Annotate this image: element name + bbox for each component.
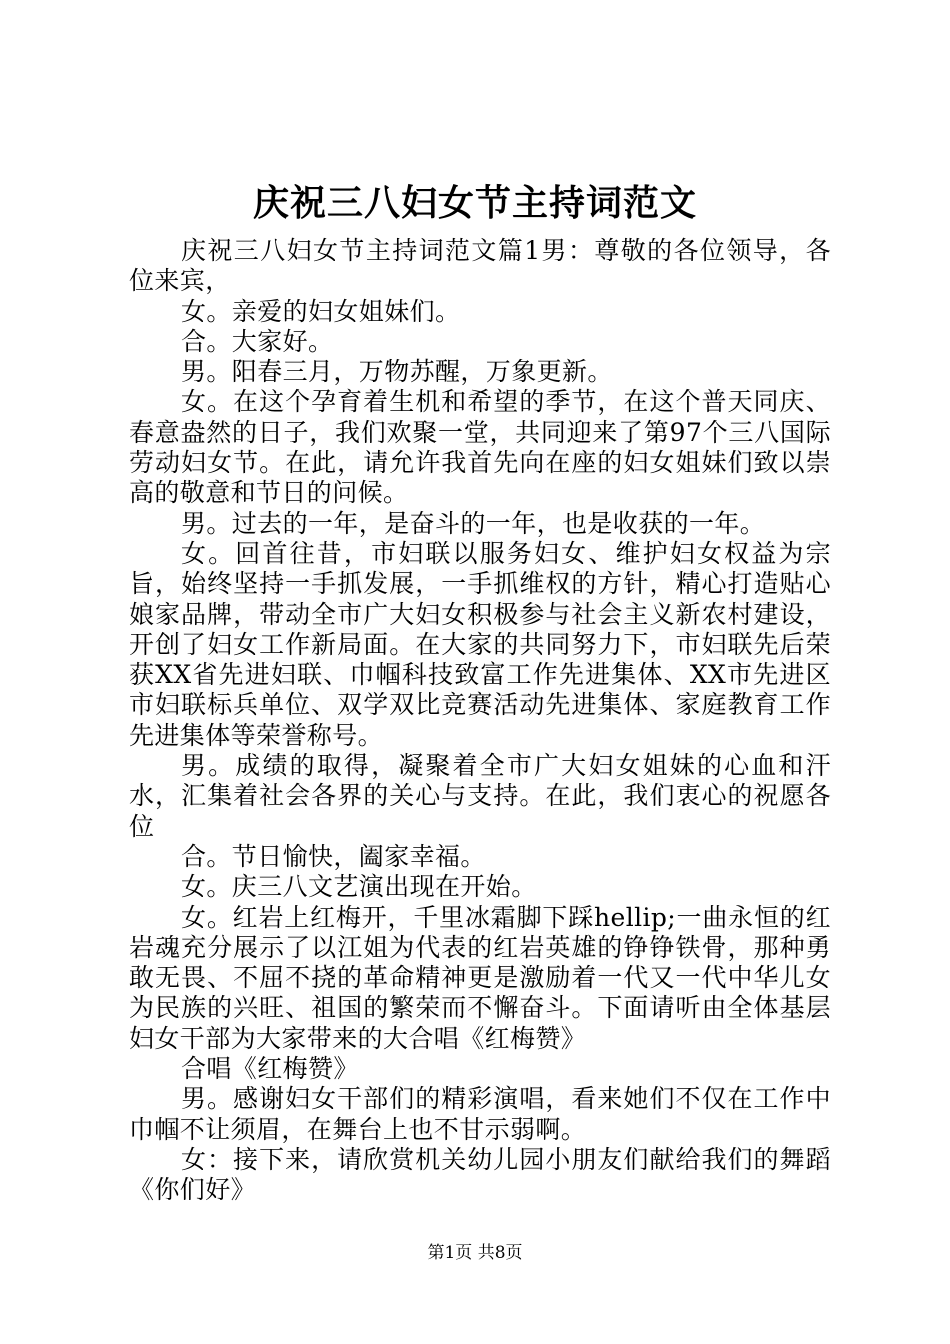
paragraph: 合。节日愉快，阖家幸福。 [181,841,486,871]
paragraph: 女。回首往昔，市妇联以服务妇女、维护妇女权益为宗旨，始终坚持一手抓发展，一手抓维权的方针，精心打造贴心娘家品牌，带动全市广大妇女积极参与社会主义新农村建设，开创了妇女工作新局面。在大家的共同努力下，市妇联先后荣获XX省先进妇联、巾帼科技致富工作先进集体、XX市先进区市妇联标兵单位、双学双比竞赛活动先进集体、家庭教育工作先进集体等荣誉称号。 [129,538,831,750]
paragraph: 男。感谢妇女干部们的精彩演唱，看来她们不仅在工作中巾帼不让须眉，在舞台上也不甘示弱啊。 [129,1084,831,1144]
paragraph: 女。庆三八文艺演出现在开始。 [181,872,537,902]
document-body [129,236,831,1206]
page-number-footer: 第1页 共8页 [427,1243,523,1263]
paragraph: 女。在这个孕育着生机和希望的季节，在这个普天同庆、春意盎然的日子，我们欢聚一堂，共同迎来了第97个三八国际劳动妇女节。在此，请允许我首先向在座的妇女姐妹们致以崇高的敬意和节日的问候。 [129,387,831,508]
paragraph: 男。过去的一年，是奋斗的一年，也是收获的一年。 [181,508,766,538]
paragraph: 女。亲爱的妇女姐妹们。 [181,296,461,326]
paragraph: 男。成绩的取得，凝聚着全市广大妇女姐妹的心血和汗水，汇集着社会各界的关心与支持。在此，我们衷心的祝愿各位 [129,751,831,841]
paragraph: 合。大家好。 [181,326,334,356]
paragraph: 庆祝三八妇女节主持词范文篇1男：尊敬的各位领导，各位来宾， [129,236,831,296]
paragraph: 女：接下来，请欣赏机关幼儿园小朋友们献给我们的舞蹈《你们好》 [129,1144,831,1205]
paragraph: 合唱《红梅赞》 [181,1054,359,1084]
paragraph: 男。阳春三月，万物苏醒，万象更新。 [181,357,613,387]
paragraph: 女。红岩上红梅开，千里冰霜脚下踩hellip;一曲永恒的红岩魂充分展示了以江姐为代表的红岩英雄的铮铮铁骨，那种勇敢无畏、不屈不挠的革命精神更是激励着一代又一代中华儿女为民族的兴旺、祖国的繁荣而不懈奋斗。下面请听由全体基层妇女干部为大家带来的大合唱《红梅赞》 [129,902,831,1053]
document-title: 庆祝三八妇女节主持词范文 [252,183,697,224]
